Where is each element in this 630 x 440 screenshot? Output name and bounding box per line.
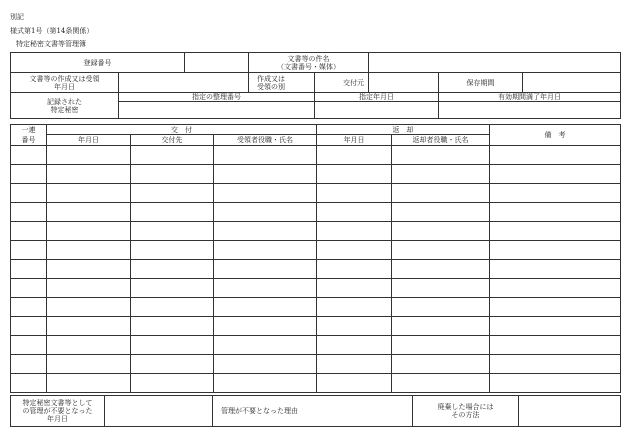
- registration-number-value[interactable]: [185, 53, 249, 73]
- disposal-method-label: 廃棄した場合には その方法: [413, 396, 519, 427]
- table-row: [11, 374, 621, 393]
- table-cell[interactable]: [11, 317, 47, 336]
- table-row: [11, 298, 621, 317]
- table-row: [11, 165, 621, 184]
- table-row: [11, 355, 621, 374]
- table-cell[interactable]: [11, 165, 47, 184]
- table-cell[interactable]: [490, 184, 621, 203]
- table-cell[interactable]: [490, 298, 621, 317]
- table-cell[interactable]: [214, 336, 317, 355]
- table-cell[interactable]: [47, 222, 131, 241]
- table-cell[interactable]: [47, 374, 131, 393]
- table-row: [11, 260, 621, 279]
- table-cell[interactable]: [214, 241, 317, 260]
- designation-number-label: 指定の整理番号: [119, 93, 315, 102]
- table-cell[interactable]: [11, 279, 47, 298]
- table-row: [11, 146, 621, 165]
- delivery-date-header: 年月日: [47, 135, 131, 146]
- table-cell[interactable]: [317, 241, 392, 260]
- table-cell[interactable]: [47, 241, 131, 260]
- table-cell[interactable]: [131, 298, 214, 317]
- table-cell[interactable]: [47, 279, 131, 298]
- table-cell[interactable]: [131, 317, 214, 336]
- delivery-log-table: [10, 124, 621, 393]
- document-name-label: 文書等の件名 （文書番号・媒体）: [249, 53, 369, 73]
- table-cell[interactable]: [47, 317, 131, 336]
- table-cell[interactable]: [214, 374, 317, 393]
- table-cell[interactable]: [392, 336, 490, 355]
- issuer-label: 交付元: [315, 73, 369, 93]
- table-cell[interactable]: [490, 260, 621, 279]
- table-cell[interactable]: [11, 184, 47, 203]
- table-row: [11, 279, 621, 298]
- table-cell[interactable]: [392, 146, 490, 165]
- table-cell[interactable]: [47, 336, 131, 355]
- table-cell[interactable]: [131, 146, 214, 165]
- table-cell[interactable]: [317, 146, 392, 165]
- table-cell[interactable]: [131, 336, 214, 355]
- table-cell[interactable]: [490, 203, 621, 222]
- table-cell[interactable]: [392, 203, 490, 222]
- expiry-date-value[interactable]: [439, 102, 621, 119]
- table-cell[interactable]: [317, 279, 392, 298]
- table-cell[interactable]: [131, 241, 214, 260]
- table-row: [11, 317, 621, 336]
- return-header: 返 却: [317, 125, 490, 135]
- table-cell[interactable]: [392, 222, 490, 241]
- table-cell[interactable]: [131, 279, 214, 298]
- table-cell[interactable]: [131, 165, 214, 184]
- table-cell[interactable]: [392, 355, 490, 374]
- recipient-header: 受領者役職・氏名: [214, 135, 317, 146]
- table-cell[interactable]: [490, 165, 621, 184]
- annex-label: 別記: [10, 13, 24, 21]
- table-cell[interactable]: [317, 374, 392, 393]
- table-cell[interactable]: [131, 184, 214, 203]
- table-cell[interactable]: [490, 374, 621, 393]
- document-name-value[interactable]: [369, 53, 621, 73]
- designation-date-value[interactable]: [315, 102, 439, 119]
- table-cell[interactable]: [214, 279, 317, 298]
- table-cell[interactable]: [214, 317, 317, 336]
- table-cell[interactable]: [214, 355, 317, 374]
- table-cell[interactable]: [131, 355, 214, 374]
- no-longer-needed-date-label: 特定秘密文書等として の管理が不要となった 年月日: [11, 396, 105, 427]
- table-cell[interactable]: [47, 298, 131, 317]
- table-cell[interactable]: [490, 279, 621, 298]
- table-cell[interactable]: [47, 355, 131, 374]
- table-cell[interactable]: [490, 241, 621, 260]
- form-number: 様式第1号（第14条関係）: [10, 27, 94, 35]
- table-row: [11, 241, 621, 260]
- designation-date-label: 指定年月日: [315, 93, 439, 102]
- table-cell[interactable]: [317, 355, 392, 374]
- retention-label: 保存期間: [439, 73, 523, 93]
- created-or-received-label: 作成又は 受領の別: [249, 73, 315, 93]
- table-cell[interactable]: [214, 165, 317, 184]
- table-cell[interactable]: [317, 165, 392, 184]
- table-cell[interactable]: [392, 241, 490, 260]
- designation-number-value[interactable]: [119, 102, 315, 119]
- table-cell[interactable]: [490, 317, 621, 336]
- table-cell[interactable]: [11, 374, 47, 393]
- page-title: 特定秘密文書等管理簿: [16, 40, 86, 48]
- registration-table: [10, 52, 621, 119]
- table-cell[interactable]: [392, 260, 490, 279]
- disposal-table: [10, 395, 621, 427]
- table-cell[interactable]: [392, 298, 490, 317]
- return-date-header: 年月日: [317, 135, 392, 146]
- table-cell[interactable]: [490, 222, 621, 241]
- table-row: [11, 222, 621, 241]
- table-cell[interactable]: [317, 203, 392, 222]
- remarks-header: 備 考: [490, 125, 621, 146]
- no-longer-needed-date-value[interactable]: [105, 396, 213, 427]
- table-cell[interactable]: [317, 336, 392, 355]
- table-cell[interactable]: [214, 222, 317, 241]
- created-date-value[interactable]: [119, 73, 249, 93]
- table-cell[interactable]: [392, 374, 490, 393]
- table-cell[interactable]: [392, 317, 490, 336]
- table-cell[interactable]: [47, 146, 131, 165]
- table-cell[interactable]: [11, 203, 47, 222]
- recorded-secret-label: 記録された 特定秘密: [11, 93, 119, 119]
- table-cell[interactable]: [392, 165, 490, 184]
- table-cell[interactable]: [214, 203, 317, 222]
- disposal-method-value[interactable]: [519, 396, 621, 427]
- table-cell[interactable]: [11, 146, 47, 165]
- table-cell[interactable]: [214, 260, 317, 279]
- table-cell[interactable]: [392, 279, 490, 298]
- table-cell[interactable]: [47, 165, 131, 184]
- table-cell[interactable]: [11, 336, 47, 355]
- reason-label: 管理が不要となった理由: [213, 396, 413, 427]
- table-cell[interactable]: [317, 222, 392, 241]
- table-cell[interactable]: [11, 260, 47, 279]
- returner-header: 返却者役職・氏名: [392, 135, 490, 146]
- table-cell[interactable]: [131, 222, 214, 241]
- table-cell[interactable]: [11, 355, 47, 374]
- table-cell[interactable]: [490, 146, 621, 165]
- table-cell[interactable]: [47, 203, 131, 222]
- table-cell[interactable]: [214, 184, 317, 203]
- expiry-date-label: 有効期間満了年月日: [439, 93, 621, 102]
- table-cell[interactable]: [490, 355, 621, 374]
- retention-value[interactable]: [523, 73, 621, 93]
- serial-number-header: 一連: [11, 125, 47, 135]
- table-row: [11, 203, 621, 222]
- table-row: [11, 336, 621, 355]
- table-cell[interactable]: [317, 298, 392, 317]
- table-cell[interactable]: [131, 260, 214, 279]
- table-cell[interactable]: [131, 374, 214, 393]
- table-cell[interactable]: [490, 336, 621, 355]
- table-cell[interactable]: [214, 298, 317, 317]
- destination-header: 交付先: [131, 135, 214, 146]
- table-cell[interactable]: [392, 184, 490, 203]
- table-cell[interactable]: [131, 203, 214, 222]
- registration-number-label: 登録番号: [11, 53, 185, 73]
- delivery-header: 交 付: [47, 125, 317, 135]
- issuer-value[interactable]: [369, 73, 439, 93]
- table-cell[interactable]: [214, 146, 317, 165]
- serial-number-header-line2: 番号: [11, 135, 47, 146]
- table-cell[interactable]: [11, 298, 47, 317]
- table-row: [11, 184, 621, 203]
- table-cell[interactable]: [317, 317, 392, 336]
- table-cell[interactable]: [317, 184, 392, 203]
- created-date-label: 文書等の作成又は受領 年月日: [11, 73, 119, 93]
- table-cell[interactable]: [11, 241, 47, 260]
- table-cell[interactable]: [11, 222, 47, 241]
- table-cell[interactable]: [47, 260, 131, 279]
- table-cell[interactable]: [47, 184, 131, 203]
- delivery-log-body: [11, 146, 621, 393]
- table-cell[interactable]: [317, 260, 392, 279]
